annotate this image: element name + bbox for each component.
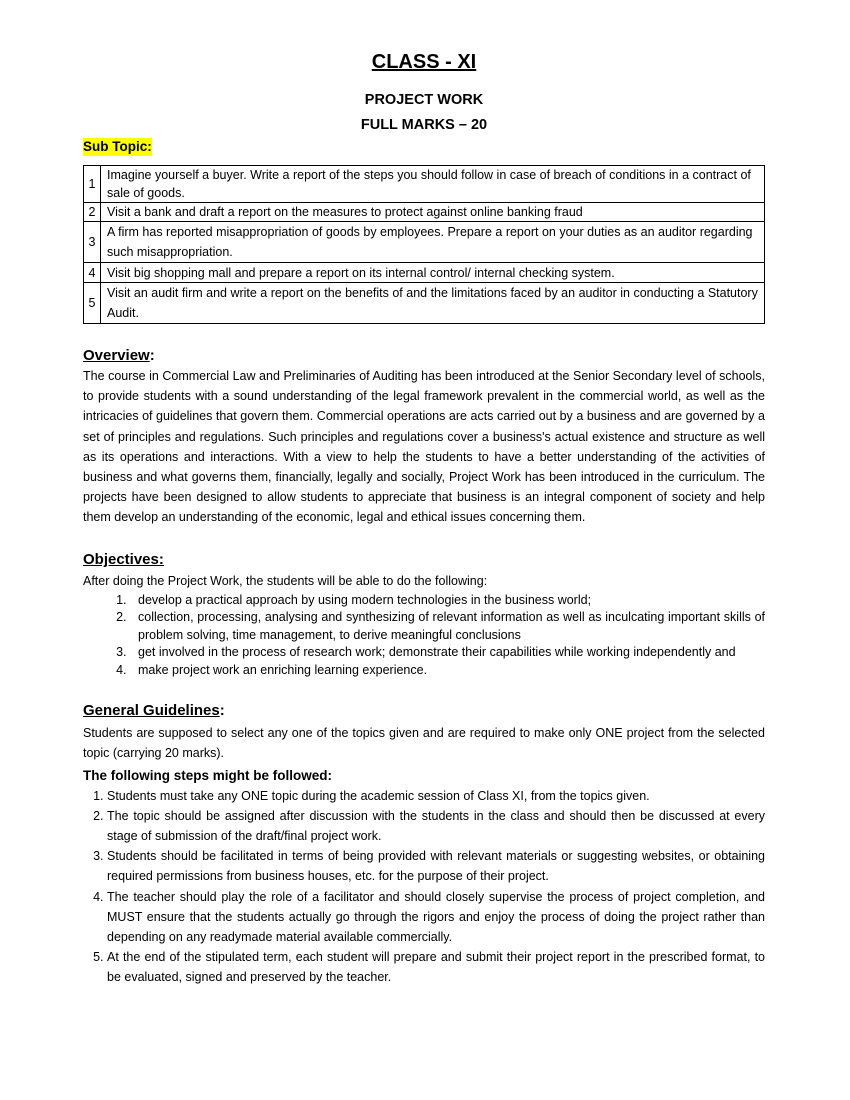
- topic-number: 4: [84, 263, 101, 283]
- table-row: [84, 222, 765, 263]
- topic-text: A firm has reported misappropriation of goods by employees. Prepare a report on your duties as an auditor regarding such misappropriation.: [101, 222, 765, 263]
- guidelines-section: [83, 701, 765, 987]
- steps-list: [83, 786, 765, 988]
- topic-text: Visit a bank and draft a report on the measures to protect against online banking fraud: [101, 203, 765, 222]
- list-item: 2. The topic should be assigned after discussion with the students in the class and should then be discussed at every stage of submission of the draft/final project work.: [107, 806, 765, 846]
- objectives-heading: Objectives:: [83, 550, 164, 568]
- overview-section: [83, 346, 765, 528]
- objectives-list: [83, 592, 765, 680]
- guidelines-colon: :: [219, 702, 225, 720]
- table-row: [84, 166, 765, 203]
- page-title: CLASS - XI: [371, 51, 477, 73]
- objectives-section: [83, 550, 765, 680]
- list-item: 4. The teacher should play the role of a facilitator and should closely supervise the process of project completion, and MUST ensure that the students actually go through the rigors and enjoy the process of doing the project rather than depending on any readymade material available commercially.: [107, 887, 765, 948]
- list-item: 5. At the end of the stipulated term, each student will prepare and submit their project report in the prescribed format, to be evaluated, signed and preserved by the teacher.: [107, 947, 765, 987]
- sub-topic-label: Sub Topic:: [83, 139, 152, 154]
- table-row: [84, 263, 765, 283]
- topic-number: 2: [84, 203, 101, 222]
- list-item: 3. get involved in the process of research work; demonstrate their capabilities while working independently and: [130, 644, 765, 662]
- overview-text: The course in Commercial Law and Preliminaries of Auditing has been introduced at the Senior Secondary level of schools, to provide students with a sound understanding of the legal framework prevalent in the commercial world, as well as the intricacies of guidelines that govern them. Commercial operations are acts carried out by a business and are governed by a set of principles and regulations. Such principles and regulations cover a business's actual existence and structure as well as its operations and interactions. With a view to help the students to have a better understanding of the activities of business and what governs them, financially, legally and socially, Project Work has been introduced in the curriculum. The projects have been designed to allow students to appreciate that business is an integral component of society and help them develop an understanding of the economic, legal and ethical issues concerning them.: [83, 369, 765, 525]
- list-item: 1. Students must take any ONE topic during the academic session of Class XI, from the topics given.: [107, 786, 765, 806]
- guidelines-intro: Students are supposed to select any one of the topics given and are required to make only ONE project from the selected topic (carrying 20 marks).: [83, 726, 765, 761]
- list-item: 3. Students should be facilitated in terms of being provided with relevant materials or suggesting websites, or obtaining required permissions from business houses, etc. for the purpose of their project.: [107, 846, 765, 886]
- table-row: [84, 203, 765, 222]
- topic-number: 1: [84, 166, 101, 203]
- overview-heading: Overview: [83, 347, 150, 364]
- header: [83, 48, 765, 135]
- full-marks: FULL MARKS – 20: [360, 117, 488, 133]
- guidelines-heading: General Guidelines: [83, 702, 220, 720]
- steps-heading: The following steps might be followed:: [83, 767, 332, 783]
- topic-number: 5: [84, 283, 101, 324]
- objectives-intro: After doing the Project Work, the students will be able to do the following:: [83, 573, 488, 588]
- page-subtitle: PROJECT WORK: [364, 92, 484, 108]
- overview-colon: :: [149, 347, 155, 364]
- list-item: 1. develop a practical approach by using modern technologies in the business world;: [130, 592, 765, 610]
- table-row: [84, 283, 765, 324]
- document-page: [83, 48, 765, 988]
- topics-table: [83, 165, 765, 324]
- topic-text: Visit big shopping mall and prepare a report on its internal control/ internal checking system.: [101, 263, 765, 283]
- topic-text: Visit an audit firm and write a report on the benefits of and the limitations faced by an auditor in conducting a Statutory Audit.: [101, 283, 765, 324]
- list-item: 4. make project work an enriching learning experience.: [130, 662, 765, 680]
- topic-number: 3: [84, 222, 101, 263]
- topic-text: Imagine yourself a buyer. Write a report of the steps you should follow in case of breach of conditions in a contract of sale of goods.: [101, 166, 765, 203]
- list-item: 2. collection, processing, analysing and synthesizing of relevant information as well as inculcating important skills of problem solving, time management, to derive meaningful conclusions: [130, 609, 765, 644]
